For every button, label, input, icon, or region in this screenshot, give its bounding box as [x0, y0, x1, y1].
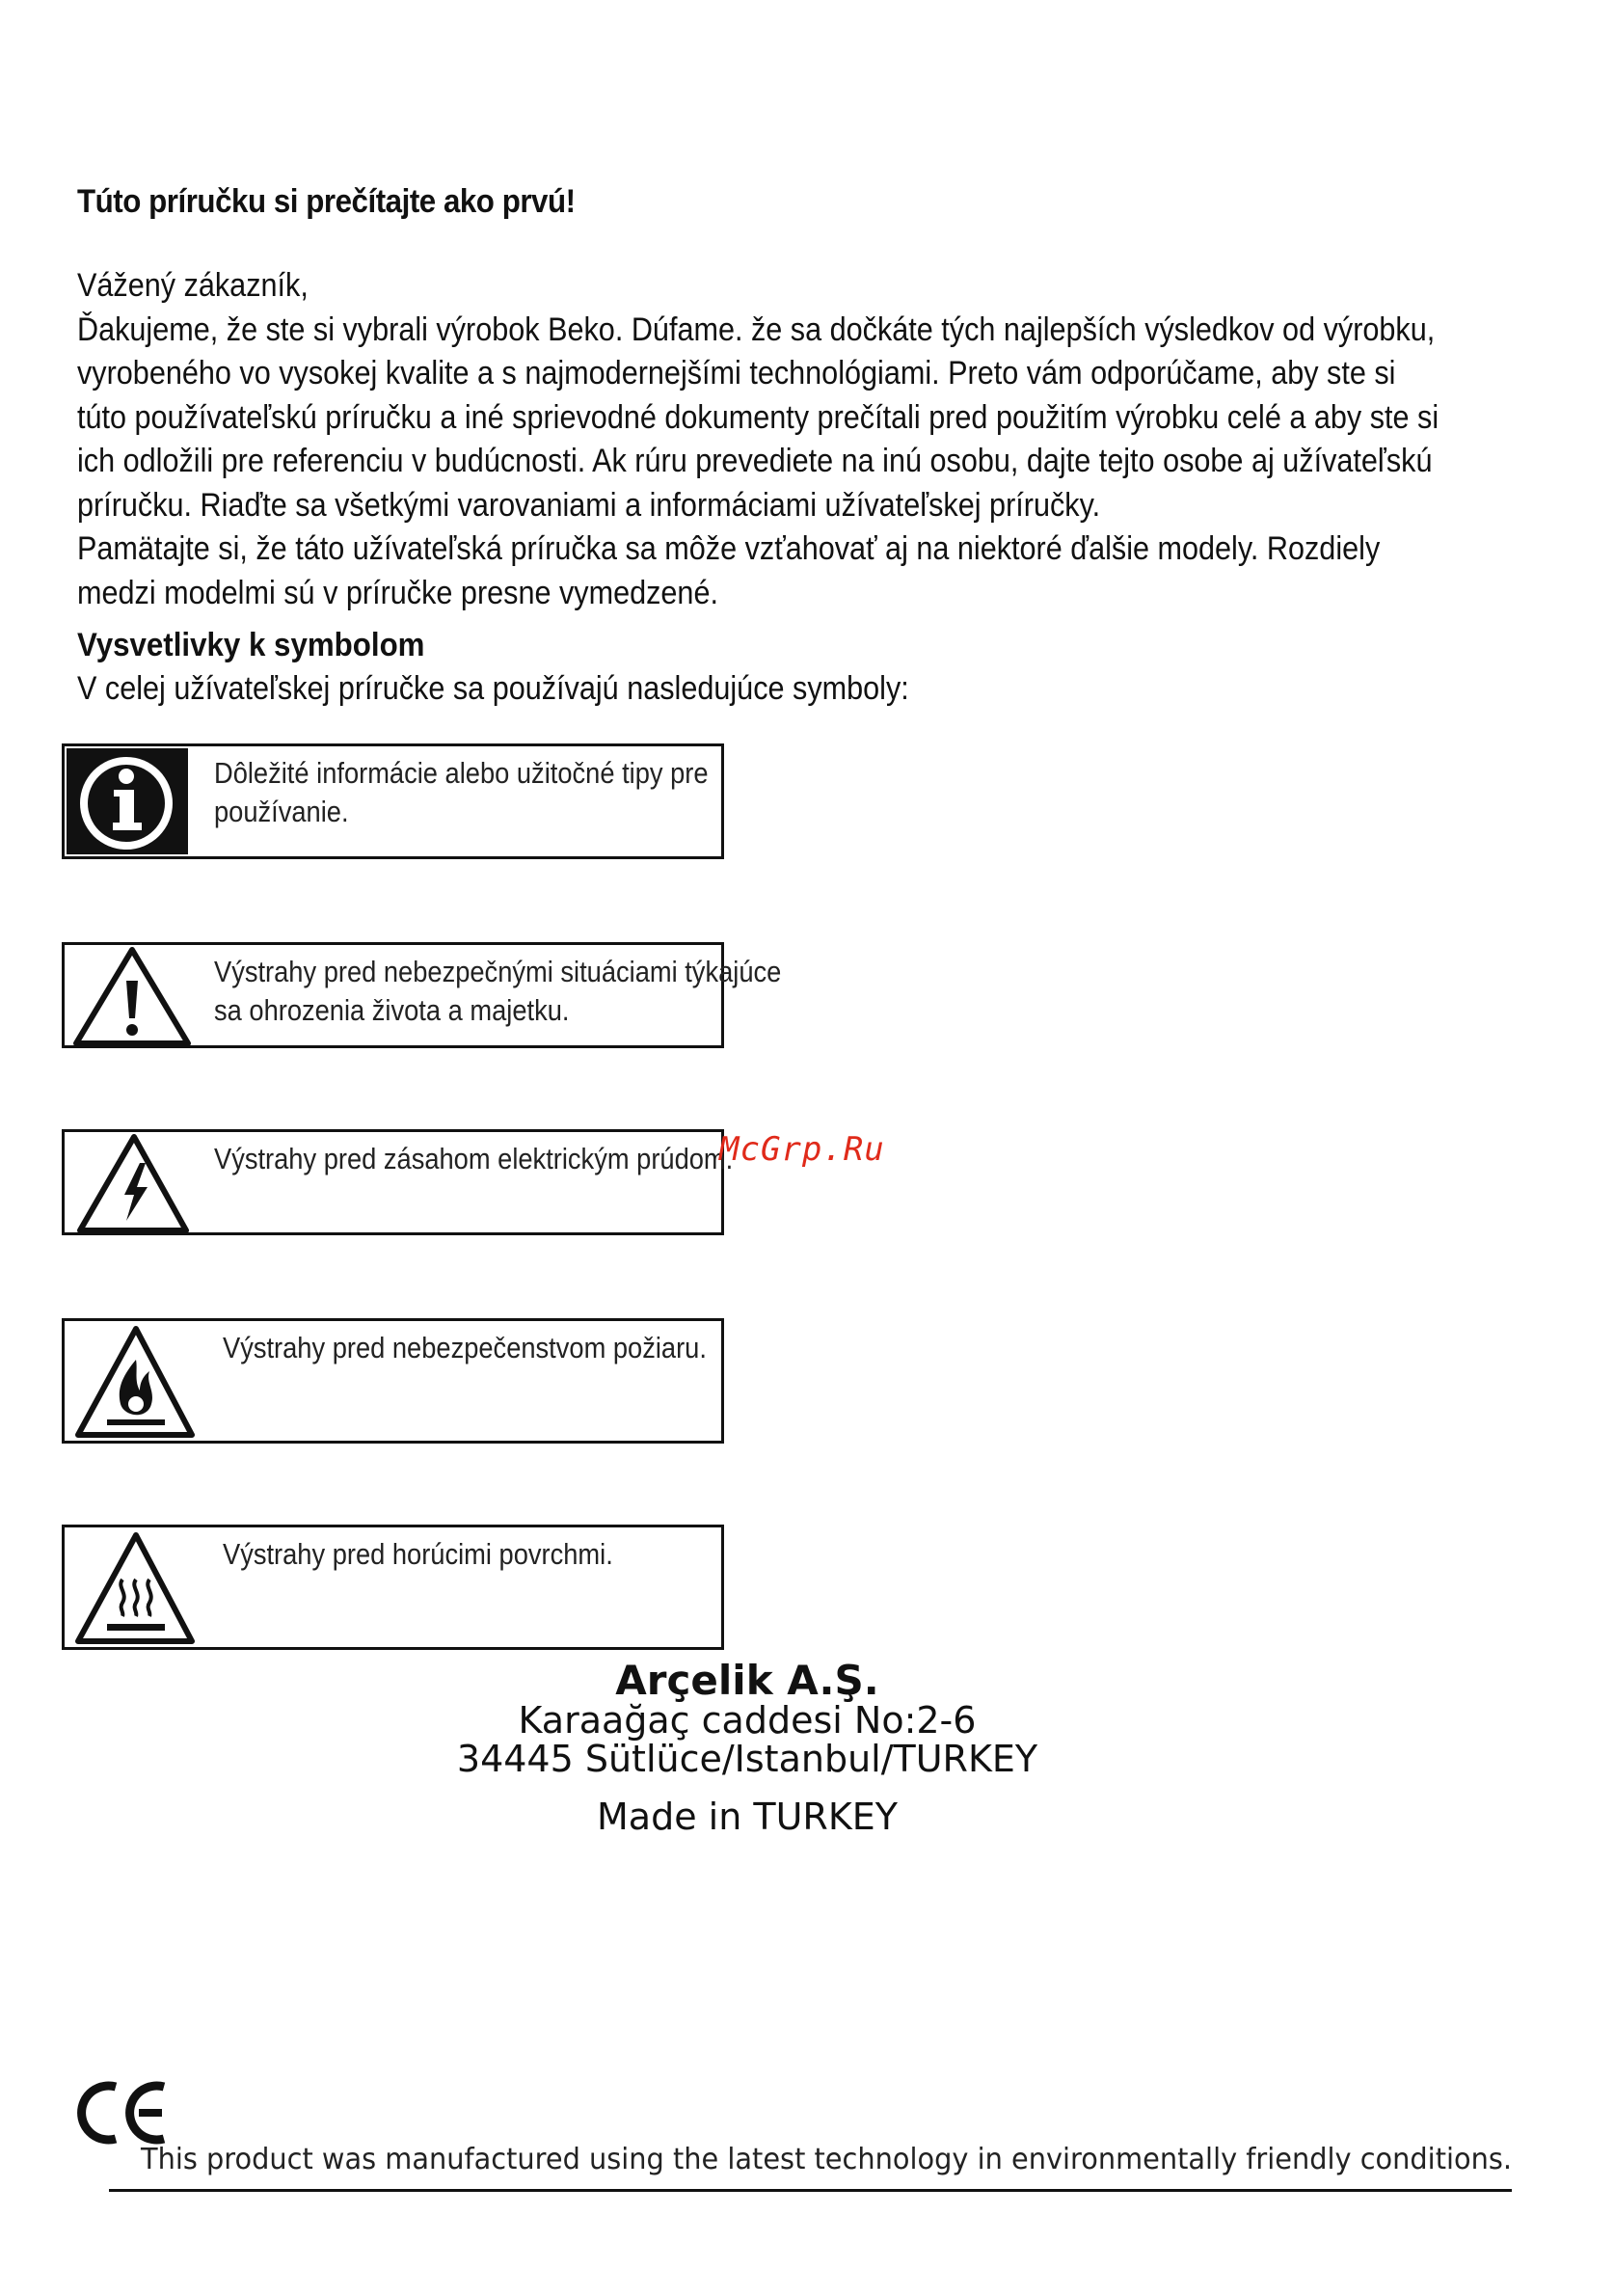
- symbol-box-electric: [62, 1129, 734, 1235]
- symbol-text-warning: Výstrahy pred nebezpečnými situáciami týkajúce sa ohrozenia života a majetku.: [214, 955, 782, 1027]
- symbol-text-hot-surface: Výstrahy pred horúcimi povrchmi.: [223, 1537, 613, 1571]
- warning-icon: [67, 947, 192, 1047]
- symbol-box-fire: [62, 1318, 724, 1444]
- salutation: Vážený zákazník,: [77, 267, 309, 304]
- intro-paragraph: Ďakujeme, že ste si vybrali výrobok Beko. Dúfame. že sa dočkáte tých najlepších výsledkov od výrobku, vyrobeného vo vysokej kvalite a s najmodernejšími technológiami. Preto vám odporúčame, aby ste si túto používateľskú príručku a iné sprievodné dokumenty prečítali pred použitím výrobku celé a aby ste si ich odložili pre referenciu v budúcnosti. Ak rúru prevediete na inú osobu, dajte tejto osobe aj užívateľskú príručku. Riaďte sa všetkými varovaniami a informáciami užívateľskej príručky.: [77, 311, 1439, 524]
- intro-text: [77, 264, 1448, 615]
- fire-hazard-icon: [67, 1323, 198, 1443]
- symbols-heading: Vysvetlivky k symbolom: [77, 627, 425, 663]
- page-title: Túto príručku si prečítajte ako prvú!: [77, 183, 576, 220]
- footer-rule: [109, 2189, 1512, 2192]
- symbol-text-fire: Výstrahy pred nebezpečenstvom požiaru.: [223, 1331, 707, 1364]
- watermark-text: McGrp.Ru: [719, 1130, 885, 1169]
- ce-mark-icon: [75, 2079, 172, 2147]
- symbol-text-info: Dôležité informácie alebo užitočné tipy pre používanie.: [214, 756, 709, 828]
- manufacturer-city: 34445 Sütlüce/Istanbul/TURKEY: [456, 1738, 1038, 1780]
- symbol-box-info: [62, 743, 724, 859]
- manufacturer-name: Arçelik A.Ş.: [615, 1657, 879, 1704]
- symbol-box-hot-surface: [62, 1525, 724, 1650]
- models-note-paragraph: Pamätajte si, že táto užívateľská príručka sa môže vzťahovať aj na niektoré ďalšie modely. Rozdiely medzi modelmi sú v príručke presne vymedzené.: [77, 530, 1381, 611]
- symbols-intro: V celej užívateľskej príručke sa používajú nasledujúce symboly:: [77, 670, 909, 707]
- electric-shock-icon: [67, 1134, 192, 1234]
- symbol-box-warning: [62, 942, 782, 1048]
- info-icon: [67, 748, 188, 854]
- manufacturer-street: Karaağaç caddesi No:2-6: [518, 1699, 977, 1742]
- symbol-text-electric: Výstrahy pred zásahom elektrickým prúdom.: [214, 1142, 734, 1175]
- made-in-label: Made in TURKEY: [597, 1796, 898, 1838]
- footer-note: This product was manufactured using the latest technology in environmentally friendly conditions.: [141, 2143, 1513, 2176]
- hot-surface-icon: [67, 1529, 198, 1649]
